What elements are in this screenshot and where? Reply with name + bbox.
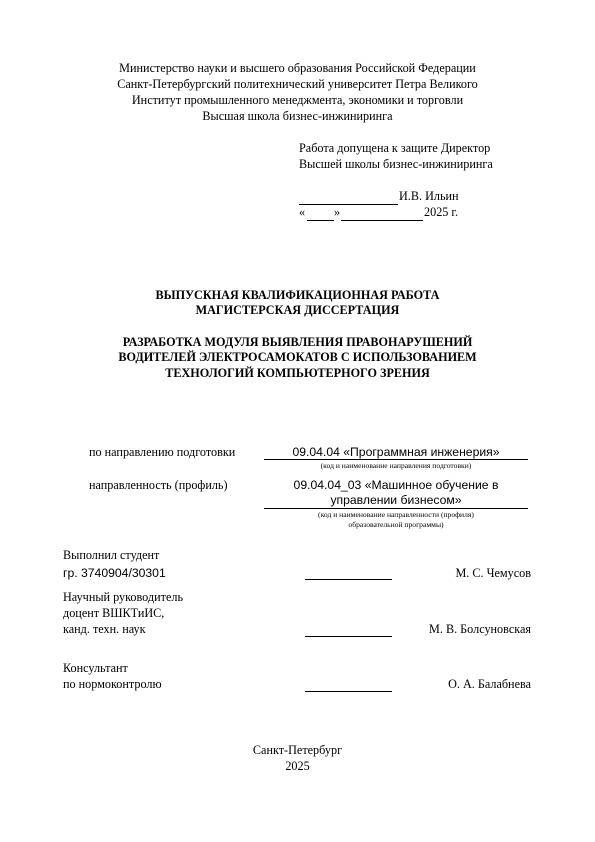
student-name: М. С. Чемусов	[455, 566, 531, 580]
supervisor-role-line-2: доцент ВШКТиИС,	[63, 606, 165, 620]
thesis-title-line-2: ВОДИТЕЛЕЙ ЭЛЕКТРОСАМОКАТОВ С ИСПОЛЬЗОВАНИЕМ	[118, 350, 477, 364]
supervisor-name: М. В. Болсуновская	[429, 622, 531, 636]
direction-underline	[264, 459, 528, 460]
date-day-line	[307, 220, 334, 221]
supervisor-signature-line	[305, 636, 392, 637]
supervisor-role-line-3: канд. техн. наук	[63, 622, 146, 636]
approval-line-2: Высшей школы бизнес-инжиниринга	[299, 157, 493, 171]
approval-line-1: Работа допущена к защите Директор	[299, 141, 491, 155]
direction-caption: (код и наименование направления подготовки)	[320, 461, 472, 470]
profile-value-line-1: 09.04.04_03 «Машинное обучение в	[293, 478, 499, 492]
consultant-role-line-2: по нормоконтролю	[63, 677, 162, 691]
profile-caption-line-2: образовательной программы)	[348, 520, 444, 529]
university-line: Санкт-Петербургский политехнический университет Петра Великого	[117, 77, 478, 91]
director-name: И.В. Ильин	[399, 189, 459, 203]
thesis-title-line-1: РАЗРАБОТКА МОДУЛЯ ВЫЯВЛЕНИЯ ПРАВОНАРУШЕНИЙ	[122, 335, 473, 349]
profile-label: направленность (профиль)	[89, 478, 228, 492]
consultant-role-line-1: Консультант	[63, 661, 128, 675]
work-type-line-2: МАГИСТЕРСКАЯ ДИССЕРТАЦИЯ	[195, 303, 400, 317]
consultant-signature-line	[305, 691, 392, 692]
direction-label: по направлению подготовки	[89, 445, 236, 459]
supervisor-role-line-1: Научный руководитель	[63, 590, 184, 604]
student-signature-line	[305, 579, 392, 580]
student-role: Выполнил студент	[63, 548, 160, 562]
footer-year: 2025	[285, 759, 310, 773]
school-line: Высшая школа бизнес-инжиниринга	[202, 109, 393, 123]
footer-city: Санкт-Петербург	[252, 743, 343, 757]
direction-value: 09.04.04 «Программная инженерия»	[292, 445, 500, 459]
work-type-line-1: ВЫПУСКНАЯ КВАЛИФИКАЦИОННАЯ РАБОТА	[155, 288, 440, 302]
thesis-title-line-3: ТЕХНОЛОГИЙ КОМПЬЮТЕРНОГО ЗРЕНИЯ	[165, 366, 430, 380]
date-open-quote: «	[299, 205, 306, 219]
director-signature-line	[299, 204, 398, 205]
student-group: гр. 3740904/30301	[63, 566, 166, 580]
institute-line: Институт промышленного менеджмента, экономики и торговли	[131, 93, 464, 107]
profile-value-line-2: управлении бизнесом»	[330, 493, 462, 507]
ministry-line: Министерство науки и высшего образования Российской Федерации	[119, 61, 476, 75]
profile-underline	[264, 508, 528, 509]
date-close-quote: »	[334, 205, 341, 219]
date-month-line	[341, 220, 423, 221]
consultant-name: О. А. Балабнева	[448, 677, 531, 691]
approval-year: 2025 г.	[424, 205, 459, 219]
profile-caption-line-1: (код и наименование направленности (профиля)	[318, 510, 474, 519]
